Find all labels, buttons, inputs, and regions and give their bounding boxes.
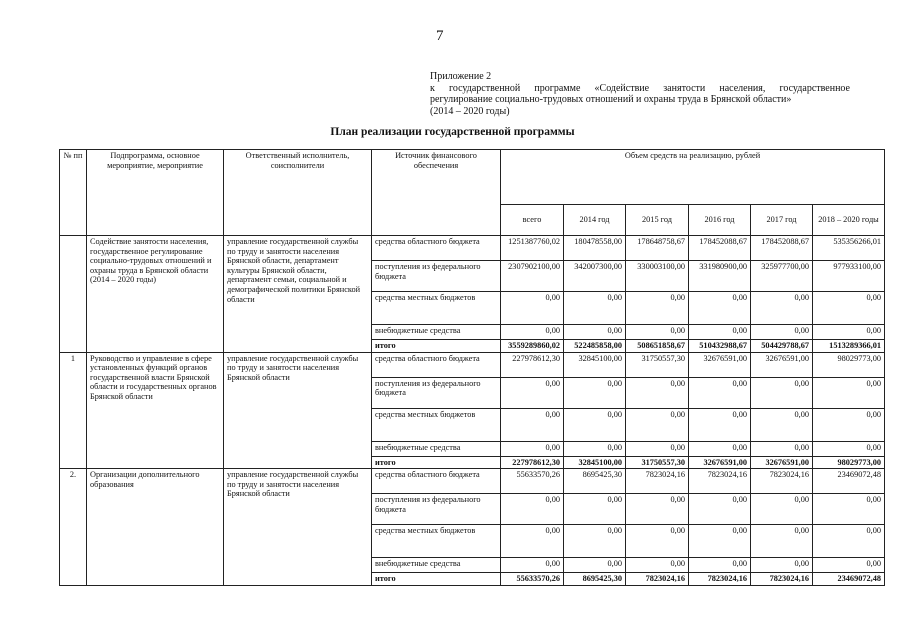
amount-cell: 0,00 [626, 325, 689, 340]
header-source: Источник финансового обеспечения [372, 150, 501, 236]
appendix-line-3: регулирование социально-трудовых отношений и охраны труда в Брянской области» [430, 94, 792, 105]
source-cell: поступления из федерального бюджета [372, 494, 501, 525]
amount-cell: 0,00 [501, 558, 564, 573]
subprogram-cell: Содействие занятости населения, государственное регулирование социально-трудовых отношений и охраны труда в Брянской области (2014 – 2020 годы) [87, 236, 224, 353]
amount-cell: 0,00 [626, 494, 689, 525]
source-cell: итого [372, 573, 501, 586]
amount-cell: 0,00 [689, 377, 751, 408]
amount-cell: 0,00 [626, 408, 689, 441]
amount-cell: 0,00 [564, 558, 626, 573]
source-cell: итого [372, 340, 501, 353]
amount-cell: 0,00 [751, 494, 813, 525]
amount-cell: 0,00 [501, 494, 564, 525]
amount-cell: 504429788,67 [751, 340, 813, 353]
amount-cell: 0,00 [751, 408, 813, 441]
amount-cell: 0,00 [564, 494, 626, 525]
amount-cell: 32845100,00 [564, 352, 626, 377]
appendix-header [430, 71, 850, 117]
amount-cell: 98029773,00 [813, 456, 885, 469]
amount-cell: 0,00 [626, 292, 689, 325]
responsible-cell: управление государственной службы по труду и занятости населения Брянской области [224, 469, 372, 586]
subprogram-cell: Руководство и управление в сфере установленных функций органов государственной власти Брянской области и государственных органов Брянской области [87, 352, 224, 469]
amount-cell: 55633570,26 [501, 469, 564, 494]
amount-cell: 0,00 [751, 441, 813, 456]
amount-cell: 23469072,48 [813, 573, 885, 586]
amount-cell: 0,00 [626, 377, 689, 408]
amount-cell: 0,00 [689, 325, 751, 340]
table-row [60, 469, 885, 494]
amount-cell: 0,00 [564, 325, 626, 340]
amount-cell: 0,00 [751, 377, 813, 408]
header-year-2016: 2016 год [689, 205, 751, 236]
amount-cell: 32676591,00 [689, 456, 751, 469]
amount-cell: 0,00 [813, 292, 885, 325]
amount-cell: 0,00 [689, 292, 751, 325]
amount-cell: 0,00 [564, 525, 626, 558]
amount-cell: 1513289366,01 [813, 340, 885, 353]
amount-cell: 0,00 [813, 377, 885, 408]
plan-table [59, 149, 885, 586]
amount-cell: 0,00 [564, 408, 626, 441]
amount-cell: 0,00 [689, 408, 751, 441]
source-cell: средства местных бюджетов [372, 408, 501, 441]
amount-cell: 0,00 [751, 325, 813, 340]
source-cell: внебюджетные средства [372, 441, 501, 456]
header-responsible: Ответственный исполнитель, соисполнители [224, 150, 372, 236]
source-cell: средства местных бюджетов [372, 292, 501, 325]
source-cell: средства местных бюджетов [372, 525, 501, 558]
plan-table-body [60, 236, 885, 586]
header-year-total: всего [501, 205, 564, 236]
amount-cell: 0,00 [813, 494, 885, 525]
amount-cell: 0,00 [689, 441, 751, 456]
amount-cell: 227978612,30 [501, 456, 564, 469]
amount-cell: 32676591,00 [689, 352, 751, 377]
amount-cell: 0,00 [813, 525, 885, 558]
amount-cell: 8695425,30 [564, 469, 626, 494]
amount-cell: 325977700,00 [751, 261, 813, 292]
row-number-cell: 2. [60, 469, 87, 586]
amount-cell: 7823024,16 [626, 573, 689, 586]
amount-cell: 2307902100,00 [501, 261, 564, 292]
amount-cell: 0,00 [689, 525, 751, 558]
amount-cell: 0,00 [626, 525, 689, 558]
amount-cell: 0,00 [689, 494, 751, 525]
amount-cell: 1251387760,02 [501, 236, 564, 261]
amount-cell: 3559289860,02 [501, 340, 564, 353]
responsible-cell: управление государственной службы по труду и занятости населения Брянской области, департамент культуры Брянской области, департамент семьи, социальной и демографической политики Брянской области [224, 236, 372, 353]
amount-cell: 55633570,26 [501, 573, 564, 586]
row-number-cell: 1 [60, 352, 87, 469]
amount-cell: 0,00 [626, 441, 689, 456]
amount-cell: 0,00 [813, 408, 885, 441]
amount-cell: 32845100,00 [564, 456, 626, 469]
amount-cell: 0,00 [501, 292, 564, 325]
source-cell: средства областного бюджета [372, 352, 501, 377]
amount-cell: 7823024,16 [751, 573, 813, 586]
amount-cell: 510432988,67 [689, 340, 751, 353]
table-row [60, 352, 885, 377]
amount-cell: 32676591,00 [751, 352, 813, 377]
header-num: № пп [60, 150, 87, 236]
amount-cell: 977933100,00 [813, 261, 885, 292]
header-year-2014: 2014 год [564, 205, 626, 236]
source-cell: внебюджетные средства [372, 558, 501, 573]
amount-cell: 8695425,30 [564, 573, 626, 586]
row-number-cell [60, 236, 87, 353]
header-subprogram: Подпрограмма, основное мероприятие, мероприятие [87, 150, 224, 236]
amount-cell: 0,00 [813, 441, 885, 456]
amount-cell: 7823024,16 [626, 469, 689, 494]
header-year-2018-2020: 2018 – 2020 годы [813, 205, 885, 236]
amount-cell: 7823024,16 [689, 573, 751, 586]
subprogram-cell: Организации дополнительного образования [87, 469, 224, 586]
amount-cell: 0,00 [813, 325, 885, 340]
amount-cell: 0,00 [751, 525, 813, 558]
amount-cell: 7823024,16 [751, 469, 813, 494]
amount-cell: 508651858,67 [626, 340, 689, 353]
amount-cell: 0,00 [689, 558, 751, 573]
source-cell: средства областного бюджета [372, 469, 501, 494]
table-row [60, 236, 885, 261]
header-year-2017: 2017 год [751, 205, 813, 236]
amount-cell: 535356266,01 [813, 236, 885, 261]
amount-cell: 98029773,00 [813, 352, 885, 377]
amount-cell: 342007300,00 [564, 261, 626, 292]
amount-cell: 0,00 [751, 292, 813, 325]
appendix-line-2: к государственной программе «Содействие занятости населения, государственное [430, 82, 850, 94]
amount-cell: 23469072,48 [813, 469, 885, 494]
amount-cell: 31750557,30 [626, 352, 689, 377]
document-title: План реализации государственной программы [330, 126, 575, 138]
source-cell: внебюджетные средства [372, 325, 501, 340]
responsible-cell: управление государственной службы по труду и занятости населения Брянской области [224, 352, 372, 469]
page-number: 7 [436, 28, 444, 44]
amount-cell: 330003100,00 [626, 261, 689, 292]
amount-cell: 7823024,16 [689, 469, 751, 494]
amount-cell: 0,00 [564, 441, 626, 456]
amount-cell: 0,00 [751, 558, 813, 573]
amount-cell: 0,00 [564, 377, 626, 408]
amount-cell: 0,00 [501, 525, 564, 558]
amount-cell: 0,00 [813, 558, 885, 573]
amount-cell: 0,00 [626, 558, 689, 573]
header-year-2015: 2015 год [626, 205, 689, 236]
amount-cell: 0,00 [564, 292, 626, 325]
amount-cell: 180478558,00 [564, 236, 626, 261]
source-cell: поступления из федерального бюджета [372, 261, 501, 292]
appendix-line-1: Приложение 2 [430, 71, 492, 82]
amount-cell: 0,00 [501, 408, 564, 441]
source-cell: средства областного бюджета [372, 236, 501, 261]
amount-cell: 0,00 [501, 325, 564, 340]
header-volume: Объем средств на реализацию, рублей [501, 150, 885, 205]
amount-cell: 178452088,67 [689, 236, 751, 261]
amount-cell: 331980900,00 [689, 261, 751, 292]
source-cell: итого [372, 456, 501, 469]
amount-cell: 0,00 [501, 377, 564, 408]
amount-cell: 522485858,00 [564, 340, 626, 353]
appendix-line-4: (2014 – 2020 годы) [430, 105, 510, 117]
amount-cell: 227978612,30 [501, 352, 564, 377]
amount-cell: 178452088,67 [751, 236, 813, 261]
amount-cell: 31750557,30 [626, 456, 689, 469]
amount-cell: 0,00 [501, 441, 564, 456]
source-cell: поступления из федерального бюджета [372, 377, 501, 408]
amount-cell: 32676591,00 [751, 456, 813, 469]
amount-cell: 178648758,67 [626, 236, 689, 261]
